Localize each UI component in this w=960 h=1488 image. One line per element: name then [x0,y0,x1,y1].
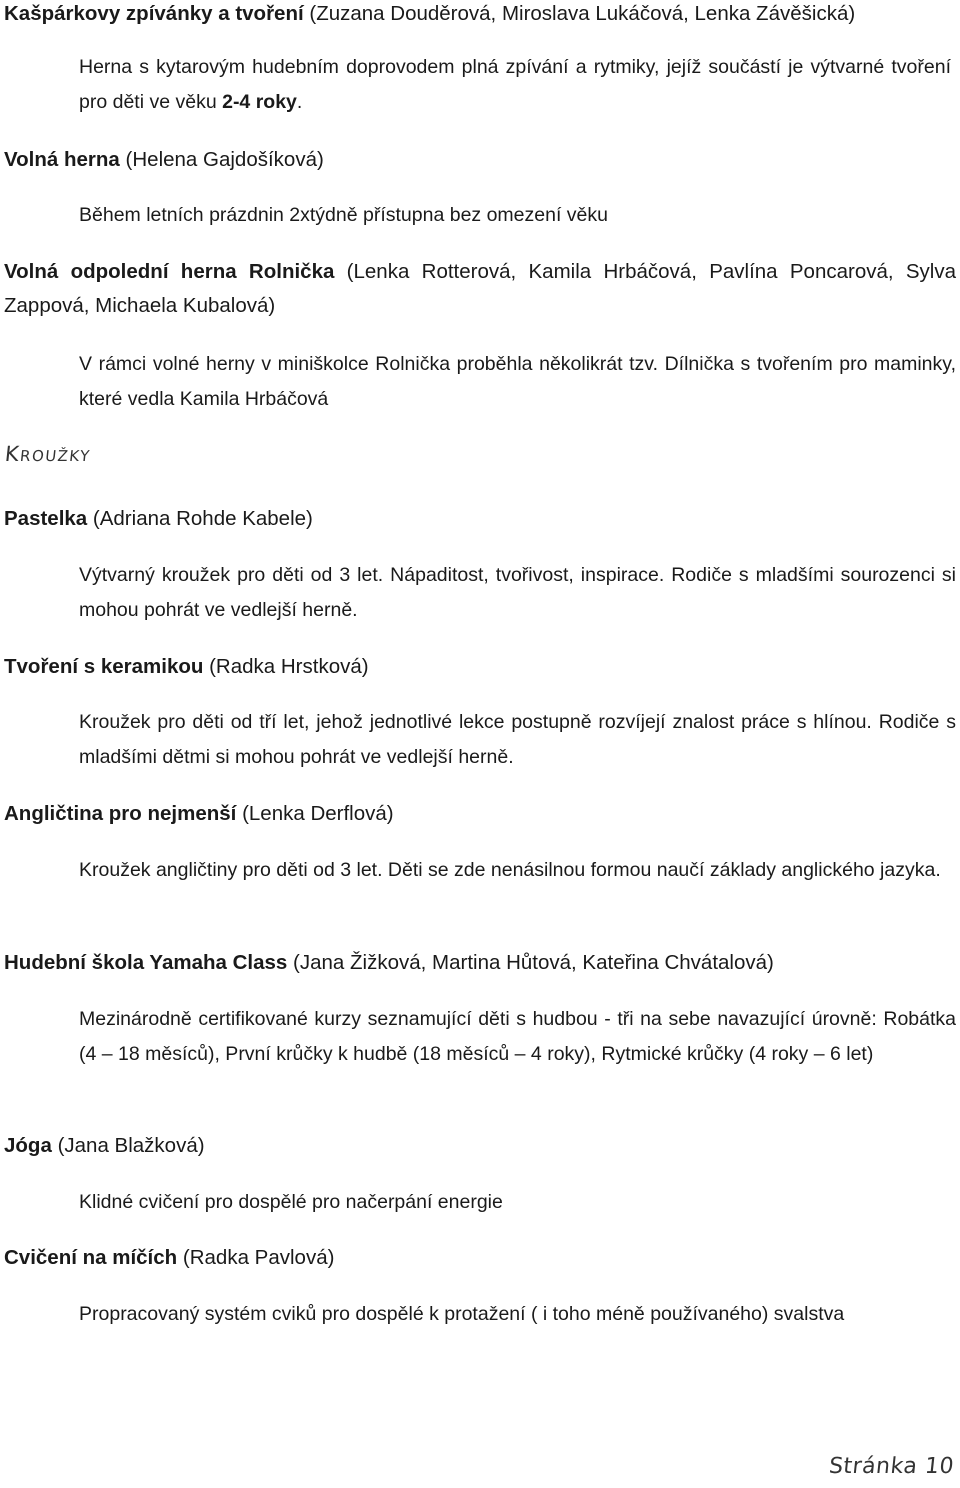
activity-title: Volná odpolední herna Rolnička [4,260,335,283]
course-description: Výtvarný kroužek pro děti od 3 let. Nápaditost, tvořivost, inspirace. Rodiče s mladšími sourozenci si mohou pohrát ve vedlejší herně. [79,564,956,621]
course-description: Mezinárodně certifikované kurzy seznamující děti s hudbou - tři na sebe navazující úrovně: Robátka (4 – 18 měsíců), První krůčky k hudbě (18 měsíců – 4 roky), Rytmické krůčky (4 roky – 6 let) [79,1008,956,1065]
activity-title: Kašpárkovy zpívánky a tvoření [4,2,304,25]
activity-heading [4,143,956,177]
activity-heading [4,0,956,31]
course-description: Kroužek angličtiny pro děti od 3 let. Děti se zde nenásilnou formou naučí základy anglického jazyka. [79,859,941,881]
course-description: Kroužek pro děti od tří let, jehož jednotlivé lekce postupně rozvíjejí znalost práce s hlínou. Rodiče s mladšími dětmi si mohou pohrát ve vedlejší herně. [79,711,956,768]
course-heading [4,502,956,536]
activity-leaders: (Helena Gajdošíková) [125,148,324,171]
course-title: Cvičení na míčích [4,1246,178,1269]
course-description: Propracovaný systém cviků pro dospělé k protažení ( i toho méně používaného) svalstva [79,1303,845,1325]
course-leaders: (Radka Pavlová) [182,1246,335,1269]
course-title: Hudební škola Yamaha Class [4,951,288,974]
course-heading [4,797,956,831]
course-heading [4,946,956,980]
description-emphasis: 2-4 roky [222,90,297,113]
activity-description: V rámci volné herny v miniškolce Rolnička proběhla několikrát tzv. Dílnička s tvořením pro maminky, které vedla Kamila Hrbáčová [79,353,956,410]
course-title: Angličtina pro nejmenší [4,802,237,825]
activity-description [79,50,951,119]
activity-leaders: (Lenka Rotterová, Kamila Hrbáčová, Pavlína Poncarová, Sylva Zappová, Michaela Kubalová) [4,260,956,317]
course-leaders: (Jana Žižková, Martina Hůtová, Kateřina Chvátalová) [293,951,774,974]
description-text: . [296,90,303,113]
course-heading [4,650,956,684]
course-leaders: (Lenka Derflová) [242,802,394,825]
activity-description: Během letních prázdnin 2xtýdně přístupna bez omezení věku [79,204,608,226]
activity-title: Volná herna [4,148,120,171]
page-number: Stránka 10 [827,1454,956,1479]
activity-leaders: (Zuzana Douděrová, Miroslava Lukáčová, Lenka Závěšická) [309,2,856,25]
course-title: Jóga [4,1134,52,1157]
course-heading [4,1129,956,1163]
course-title: Pastelka [4,507,88,530]
course-title: Tvoření s keramikou [4,655,204,678]
activity-heading [4,255,956,323]
course-leaders: (Radka Hrstková) [209,655,369,678]
course-heading [4,1241,956,1275]
course-description: Klidné cvičení pro dospělé pro načerpání energie [79,1191,503,1213]
section-heading: Kroužky [3,442,93,466]
description-text: Herna s kytarovým hudebním doprovodem plná zpívání a rytmiky, jejíž součástí je výtvarné tvoření pro děti ve věku [79,56,951,113]
course-leaders: (Adriana Rohde Kabele) [92,507,313,530]
course-leaders: (Jana Blažková) [57,1134,205,1157]
